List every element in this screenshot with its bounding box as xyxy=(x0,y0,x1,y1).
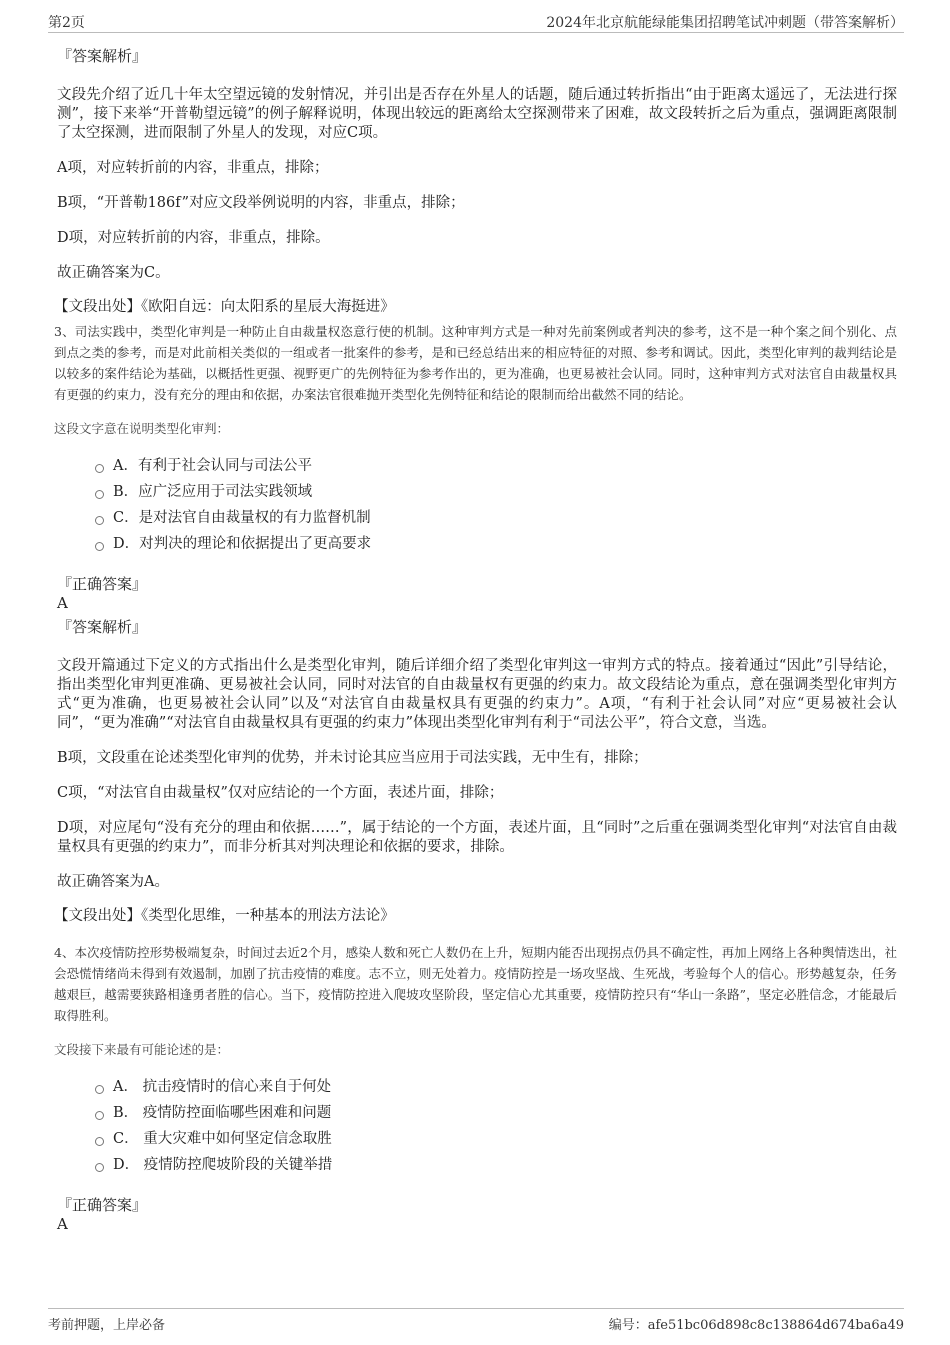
analysis-label: 『答案解析』 xyxy=(57,618,148,636)
radio-button-icon[interactable] xyxy=(95,1163,104,1172)
radio-button-icon[interactable] xyxy=(95,516,104,525)
question-4-prompt: 文段接下来最有可能论述的是： xyxy=(54,1042,230,1057)
page-number: 第2页 xyxy=(48,15,85,31)
question-3-options xyxy=(95,453,897,557)
option-label: D．对判决的理论和依据提出了更高要求 xyxy=(113,536,372,552)
page-content xyxy=(54,46,897,1238)
page-footer xyxy=(48,1308,904,1335)
option-label: C．是对法官自由裁量权的有力监督机制 xyxy=(113,510,371,526)
question-4-text: 4、本次疫情防控形势极端复杂，时间过去近2个月，感染人数和死亡人数仍在上升，短期内能否出现拐点仍具不确定性，再加上网络上各种舆情迭出，社会恐慌情绪尚未得到有效遏制，加剧了抗击疫情的难度。志不立，则无处着力。疫情防控是一场攻坚战、生死战，考验每个人的信心。形势越复杂，任务越艰巨，越需要狭路相逢勇者胜的信心。当下，疫情防控进入爬坡攻坚阶段，坚定信心尤其重要，疫情防控只有“华山一条路”，坚定必胜信念，才能最后取得胜利。 xyxy=(54,945,897,1023)
radio-button-icon[interactable] xyxy=(95,1085,104,1094)
radio-button-icon[interactable] xyxy=(95,1111,104,1120)
analysis-text: 文段先介绍了近几十年太空望远镜的发射情况，并引出是否存在外星人的话题，随后通过转折指出“由于距离太遥远了，无法进行探测”，接下来举“开普勒望远镜”的例子解释说明，体现出较远的距离给太空探测带来了困难，故文段转折之后为重点，强调距离限制了太空探测，进而限制了外星人的发现，对应C项。 xyxy=(57,87,897,141)
option-label: D． 疫情防控爬坡阶段的关键举措 xyxy=(113,1157,333,1173)
footer-slogan: 考前押题，上岸必备 xyxy=(48,1318,166,1333)
analysis-text: 文段开篇通过下定义的方式指出什么是类型化审判，随后详细介绍了类型化审判这一审判方式的特点。接着通过“因此”引导结论，指出类型化审判更准确、更易被社会认同，同时对法官的自由裁量权有更强的约束力。故文段结论为重点，意在强调类型化审判方式“更为准确，也更易被社会认同”以及“对法官自由裁量权具有更强的约束力”。A项，“有利于社会认同”对应“更易被社会认同”，“更为准确”“对法官自由裁量权具有更强的约束力”体现出类型化审判有利于“司法公平”，符合文意，当选。 xyxy=(57,658,897,731)
source-citation: 【文段出处】《类型化思维，一种基本的刑法方法论》 xyxy=(54,908,395,924)
question-3-prompt: 这段文字意在说明类型化审判： xyxy=(54,421,230,436)
source-citation: 【文段出处】《欧阳自远：向太阳系的星辰大海挺进》 xyxy=(54,299,395,315)
analysis-conclusion: 故正确答案为A。 xyxy=(57,874,169,890)
question-4-option-a[interactable] xyxy=(95,1074,897,1100)
analysis-option-b-note: B项，“开普勒186f”对应文段举例说明的内容，非重点，排除； xyxy=(57,195,465,211)
document-id: 编号：afe51bc06d898c8c138864d674ba6a49 xyxy=(608,1318,904,1333)
question-3-option-a[interactable] xyxy=(95,453,897,479)
question-3-option-c[interactable] xyxy=(95,505,897,531)
question-4-option-d[interactable] xyxy=(95,1152,897,1178)
correct-answer-label: 『正确答案』 xyxy=(57,1196,148,1214)
question-3-option-d[interactable] xyxy=(95,531,897,557)
question-3-text: 3、司法实践中，类型化审判是一种防止自由裁量权恣意行使的机制。这种审判方式是一种对先前案例或者判决的参考，这不是一种个案之间个别化、点到点之类的参考，而是对此前相关类似的一组或者一批案件的参考，是和已经总结出来的相应特征的对照、参考和调试。因此，类型化审判的裁判结论是以较多的案件结论为基础，以概括性更强、视野更广的先例特征为参考作出的，更为准确，也更易被社会认同。同时，这种审判方式对法官自由裁量权具有更强的约束力，没有充分的理由和依据，办案法官很难抛开类型化先例特征和结论的限制而给出截然不同的结论。 xyxy=(54,324,897,402)
document-title: 2024年北京航能绿能集团招聘笔试冲刺题（带答案解析） xyxy=(546,15,904,31)
analysis-label: 『答案解析』 xyxy=(57,47,148,65)
radio-button-icon[interactable] xyxy=(95,542,104,551)
question-4-option-c[interactable] xyxy=(95,1126,897,1152)
correct-answer-value: A xyxy=(57,594,68,612)
option-label: B． 疫情防控面临哪些困难和问题 xyxy=(113,1105,332,1121)
analysis-option-b-note: B项，文段重在论述类型化审判的优势，并未讨论其应当应用于司法实践，无中生有，排除； xyxy=(57,750,648,766)
radio-button-icon[interactable] xyxy=(95,464,104,473)
question-3-option-b[interactable] xyxy=(95,479,897,505)
analysis-option-d-note: D项，对应转折前的内容，非重点，排除。 xyxy=(57,230,330,246)
option-label: B．应广泛应用于司法实践领域 xyxy=(113,484,313,500)
analysis-conclusion: 故正确答案为C。 xyxy=(57,265,170,281)
option-label: C． 重大灾难中如何坚定信念取胜 xyxy=(113,1131,332,1147)
radio-button-icon[interactable] xyxy=(95,490,104,499)
page-header xyxy=(48,12,904,33)
analysis-option-a-note: A项，对应转折前的内容，非重点，排除； xyxy=(57,160,329,176)
option-label: A． 抗击疫情时的信心来自于何处 xyxy=(113,1079,332,1095)
analysis-option-c-note: C项，“对法官自由裁量权”仅对应结论的一个方面，表述片面，排除； xyxy=(57,785,504,801)
option-label: A．有利于社会认同与司法公平 xyxy=(113,458,312,474)
radio-button-icon[interactable] xyxy=(95,1137,104,1146)
question-4-options xyxy=(95,1074,897,1178)
correct-answer-label: 『正确答案』 xyxy=(57,575,148,593)
question-4-option-b[interactable] xyxy=(95,1100,897,1126)
correct-answer-value: A xyxy=(57,1215,68,1233)
analysis-option-d-note: D项，对应尾句“没有充分的理由和依据……”，属于结论的一个方面，表述片面，且“同时”之后重在强调类型化审判“对法官自由裁量权具有更强的约束力”，而非分析其对判决理论和依据的要求，排除。 xyxy=(57,820,897,855)
